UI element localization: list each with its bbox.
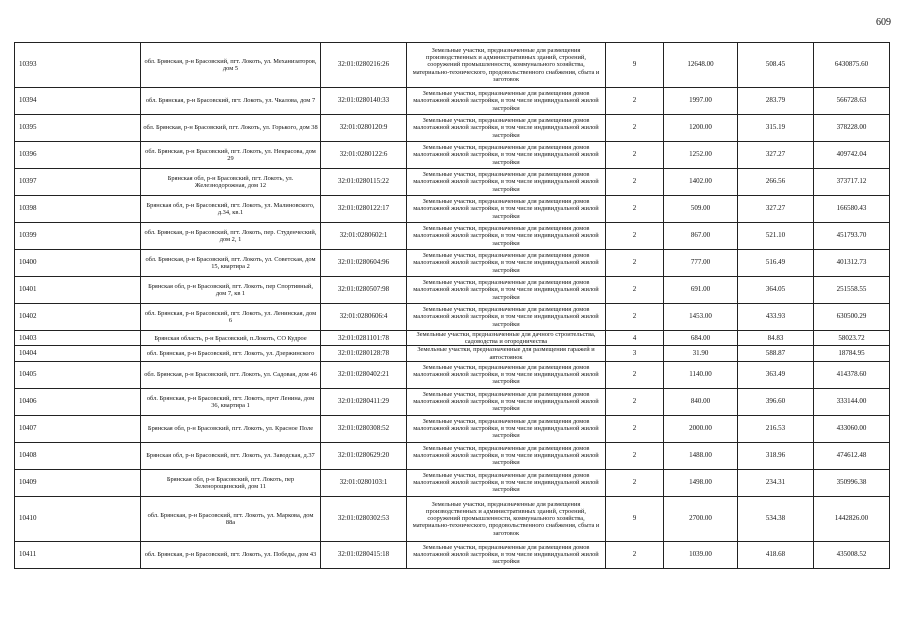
land-use-code-cell: 2	[606, 250, 664, 277]
area-cell: 509.00	[664, 196, 738, 223]
table-row	[15, 196, 890, 223]
land-use-code-cell: 9	[606, 43, 664, 88]
address-cell: обл. Брянская, р-н Брасовский, пгт. Локоть, ул. Чкалова, дом 7	[141, 88, 321, 115]
land-use-type-cell: Земельные участки, предназначенные для размещения домов малоэтажной жилой застройки, в том числе индивидуальной жилой застройки	[407, 304, 606, 331]
address-cell: обл. Брянская, р-н Брасовский, пгт. Локоть, ул. Ленинская, дом 6	[141, 304, 321, 331]
specific-value-cell: 315.19	[738, 115, 814, 142]
cadastral-number-cell: 32:01:0280308:52	[321, 415, 407, 442]
land-use-code-cell: 2	[606, 88, 664, 115]
cadastral-value-cell: 451793.70	[814, 223, 890, 250]
table-row	[15, 442, 890, 469]
table-row	[15, 331, 890, 346]
parcel-number-cell: 10394	[15, 88, 141, 115]
parcel-number-cell: 10397	[15, 169, 141, 196]
specific-value-cell: 318.96	[738, 442, 814, 469]
land-use-code-cell: 2	[606, 142, 664, 169]
table-row	[15, 304, 890, 331]
address-cell: Брянская обл, р-н Брасовский, пгт. Локоть, ул. Заводская, д.37	[141, 442, 321, 469]
parcel-number-cell: 10393	[15, 43, 141, 88]
area-cell: 31.90	[664, 346, 738, 361]
table-row	[15, 43, 890, 88]
land-use-code-cell: 2	[606, 277, 664, 304]
cadastral-number-cell: 32:01:0280103:1	[321, 469, 407, 496]
cadastral-number-cell: 32:01:0280115:22	[321, 169, 407, 196]
land-use-type-cell: Земельные участки, предназначенные для размещения домов малоэтажной жилой застройки, в том числе индивидуальной жилой застройки	[407, 250, 606, 277]
specific-value-cell: 327.27	[738, 142, 814, 169]
specific-value-cell: 234.31	[738, 469, 814, 496]
land-use-code-cell: 2	[606, 469, 664, 496]
address-cell: обл. Брянская, р-н Брасовский, пгт. Локоть, ул. Маркова, дом 88а	[141, 496, 321, 541]
parcel-number-cell: 10396	[15, 142, 141, 169]
land-use-code-cell: 9	[606, 496, 664, 541]
specific-value-cell: 521.10	[738, 223, 814, 250]
cadastral-value-cell: 58023.72	[814, 331, 890, 346]
cadastral-value-cell: 350996.38	[814, 469, 890, 496]
cadastral-number-cell: 32:01:0280411:29	[321, 388, 407, 415]
cadastral-number-cell: 32:01:0280120:9	[321, 115, 407, 142]
table-row	[15, 223, 890, 250]
area-cell: 691.00	[664, 277, 738, 304]
cadastral-value-cell: 435008.52	[814, 541, 890, 568]
cadastral-value-cell: 630500.29	[814, 304, 890, 331]
address-cell: Брянская обл, р-н Брасовский, пгт. Локоть, ул. Железнодорожная, дом 12	[141, 169, 321, 196]
parcel-number-cell: 10405	[15, 361, 141, 388]
land-use-code-cell: 2	[606, 361, 664, 388]
land-use-type-cell: Земельные участки, предназначенные для размещения домов малоэтажной жилой застройки, в том числе индивидуальной жилой застройки	[407, 169, 606, 196]
table-row	[15, 469, 890, 496]
cadastral-value-cell: 378228.00	[814, 115, 890, 142]
specific-value-cell: 418.68	[738, 541, 814, 568]
cadastral-number-cell: 32:01:0280629:20	[321, 442, 407, 469]
parcel-number-cell: 10411	[15, 541, 141, 568]
land-use-code-cell: 2	[606, 196, 664, 223]
table-row	[15, 250, 890, 277]
land-use-code-cell: 2	[606, 115, 664, 142]
address-cell: Брянская обл, р-н Брасовский, пгт. Локоть, ул. Красное Поле	[141, 415, 321, 442]
cadastral-value-cell: 6430875.60	[814, 43, 890, 88]
cadastral-value-cell: 401312.73	[814, 250, 890, 277]
address-cell: обл. Брянская, р-н Брасовский, пгт. Локоть, ул. Механизаторов, дом 5	[141, 43, 321, 88]
parcel-number-cell: 10401	[15, 277, 141, 304]
address-cell: Брянская обл, р-н Брасовский, пгт. Локоть, пер Спортивный, дом 7, кв 1	[141, 277, 321, 304]
table-row	[15, 277, 890, 304]
land-use-type-cell: Земельные участки, предназначенные для размещения домов малоэтажной жилой застройки, в том числе индивидуальной жилой застройки	[407, 361, 606, 388]
table-row	[15, 415, 890, 442]
address-cell: обл. Брянская, р-н Брасовский, пгт. Локоть, ул. Садовая, дом 46	[141, 361, 321, 388]
land-use-code-cell: 2	[606, 541, 664, 568]
page-number: 609	[876, 17, 891, 28]
specific-value-cell: 364.05	[738, 277, 814, 304]
address-cell: обл. Брянская, р-н Брасовский, пгт. Локоть, ул. Победы, дом 43	[141, 541, 321, 568]
area-cell: 684.00	[664, 331, 738, 346]
table-row	[15, 169, 890, 196]
specific-value-cell: 266.56	[738, 169, 814, 196]
land-use-code-cell: 2	[606, 388, 664, 415]
cadastral-value-cell: 333144.00	[814, 388, 890, 415]
address-cell: обл. Брянская, р-н Брасовский, пгт. Локоть, пер. Студенческий, дом 2, 1	[141, 223, 321, 250]
table-row	[15, 346, 890, 361]
cadastral-value-cell: 18784.95	[814, 346, 890, 361]
address-cell: обл. Брянская, р-н Брасовский, пгт. Локоть, ул. Горького, дом 38	[141, 115, 321, 142]
land-use-code-cell: 2	[606, 169, 664, 196]
area-cell: 1039.00	[664, 541, 738, 568]
parcel-number-cell: 10408	[15, 442, 141, 469]
parcel-number-cell: 10403	[15, 331, 141, 346]
specific-value-cell: 327.27	[738, 196, 814, 223]
cadastral-value-cell: 373717.12	[814, 169, 890, 196]
cadastral-value-cell: 409742.04	[814, 142, 890, 169]
land-use-type-cell: Земельные участки, предназначенные для размещения домов малоэтажной жилой застройки, в том числе индивидуальной жилой застройки	[407, 415, 606, 442]
land-use-type-cell: Земельные участки, предназначенные для размещения производственных и административных зданий, строений, сооружений промышленности, коммунального хозяйства, материально-технического, продовольственного снабжения, сбыта и заготовок	[407, 43, 606, 88]
area-cell: 2700.00	[664, 496, 738, 541]
cadastral-number-cell: 32:01:0280128:78	[321, 346, 407, 361]
cadastral-number-cell: 32:01:0281101:78	[321, 331, 407, 346]
parcel-number-cell: 10398	[15, 196, 141, 223]
table-row	[15, 388, 890, 415]
cadastral-value-cell: 251558.55	[814, 277, 890, 304]
parcel-number-cell: 10399	[15, 223, 141, 250]
area-cell: 1453.00	[664, 304, 738, 331]
table-row	[15, 541, 890, 568]
cadastral-number-cell: 32:01:0280415:18	[321, 541, 407, 568]
cadastral-number-cell: 32:01:0280140:33	[321, 88, 407, 115]
parcel-number-cell: 10407	[15, 415, 141, 442]
address-cell: Брянская обл, р-н Брасовский, пгт. Локоть, ул. Малиновского, д.34, кв.1	[141, 196, 321, 223]
area-cell: 1402.00	[664, 169, 738, 196]
cadastral-number-cell: 32:01:0280402:21	[321, 361, 407, 388]
parcel-number-cell: 10409	[15, 469, 141, 496]
area-cell: 840.00	[664, 388, 738, 415]
land-use-type-cell: Земельные участки, предназначенные для размещения домов малоэтажной жилой застройки, в том числе индивидуальной жилой застройки	[407, 541, 606, 568]
land-use-type-cell: Земельные участки, предназначенные для размещения домов малоэтажной жилой застройки, в том числе индивидуальной жилой застройки	[407, 142, 606, 169]
land-use-code-cell: 2	[606, 304, 664, 331]
specific-value-cell: 433.93	[738, 304, 814, 331]
land-use-type-cell: Земельные участки, предназначенные для дачного строительства, садоводства и огородничества	[407, 331, 606, 346]
table-row	[15, 115, 890, 142]
cadastral-value-cell: 1442826.00	[814, 496, 890, 541]
cadastral-value-cell: 566728.63	[814, 88, 890, 115]
area-cell: 867.00	[664, 223, 738, 250]
land-use-code-cell: 2	[606, 223, 664, 250]
parcel-number-cell: 10404	[15, 346, 141, 361]
area-cell: 1488.00	[664, 442, 738, 469]
parcel-number-cell: 10400	[15, 250, 141, 277]
address-cell: обл. Брянская, р-н Брасовский, пгт. Локоть, прчт Ленина, дом 36, квартира 1	[141, 388, 321, 415]
table-row	[15, 142, 890, 169]
land-use-type-cell: Земельные участки, предназначенные для размещения домов малоэтажной жилой застройки, в том числе индивидуальной жилой застройки	[407, 469, 606, 496]
land-use-type-cell: Земельные участки, предназначенные для размещения гаражей и автостоянок	[407, 346, 606, 361]
specific-value-cell: 516.49	[738, 250, 814, 277]
address-cell: обл. Брянская, р-н Брасовский, пгт. Локоть, ул. Дзержинского	[141, 346, 321, 361]
table-body	[15, 43, 890, 569]
table-row	[15, 361, 890, 388]
land-use-code-cell: 2	[606, 415, 664, 442]
address-cell: Брянская обл, р-н Брасовский, пгт. Локоть, пер Зеленорощинский, дом 11	[141, 469, 321, 496]
cadastral-number-cell: 32:01:0280602:1	[321, 223, 407, 250]
cadastral-value-table	[14, 42, 890, 569]
cadastral-number-cell: 32:01:0280122:17	[321, 196, 407, 223]
specific-value-cell: 84.83	[738, 331, 814, 346]
parcel-number-cell: 10395	[15, 115, 141, 142]
land-use-type-cell: Земельные участки, предназначенные для размещения домов малоэтажной жилой застройки, в том числе индивидуальной жилой застройки	[407, 88, 606, 115]
land-use-code-cell: 4	[606, 331, 664, 346]
land-use-type-cell: Земельные участки, предназначенные для размещения домов малоэтажной жилой застройки, в том числе индивидуальной жилой застройки	[407, 196, 606, 223]
specific-value-cell: 283.79	[738, 88, 814, 115]
specific-value-cell: 363.49	[738, 361, 814, 388]
table-row	[15, 88, 890, 115]
cadastral-value-cell: 474612.48	[814, 442, 890, 469]
cadastral-number-cell: 32:01:0280606:4	[321, 304, 407, 331]
parcel-number-cell: 10406	[15, 388, 141, 415]
cadastral-number-cell: 32:01:0280604:96	[321, 250, 407, 277]
cadastral-number-cell: 32:01:0280507:98	[321, 277, 407, 304]
area-cell: 1498.00	[664, 469, 738, 496]
land-use-type-cell: Земельные участки, предназначенные для размещения производственных и административных зданий, строений, сооружений промышленности, коммунального хозяйства, материально-технического, продовольственного снабжения, сбыта и заготовок	[407, 496, 606, 541]
land-use-code-cell: 3	[606, 346, 664, 361]
area-cell: 1997.00	[664, 88, 738, 115]
cadastral-value-cell: 433060.00	[814, 415, 890, 442]
table-row	[15, 496, 890, 541]
address-cell: Брянская область, р-н Брасовский, п.Локоть, СО Кудрое	[141, 331, 321, 346]
cadastral-value-cell: 414378.60	[814, 361, 890, 388]
area-cell: 1140.00	[664, 361, 738, 388]
area-cell: 777.00	[664, 250, 738, 277]
land-use-type-cell: Земельные участки, предназначенные для размещения домов малоэтажной жилой застройки, в том числе индивидуальной жилой застройки	[407, 442, 606, 469]
specific-value-cell: 588.87	[738, 346, 814, 361]
land-use-type-cell: Земельные участки, предназначенные для размещения домов малоэтажной жилой застройки, в том числе индивидуальной жилой застройки	[407, 115, 606, 142]
parcel-number-cell: 10402	[15, 304, 141, 331]
area-cell: 1252.00	[664, 142, 738, 169]
cadastral-number-cell: 32:01:0280122:6	[321, 142, 407, 169]
land-use-type-cell: Земельные участки, предназначенные для размещения домов малоэтажной жилой застройки, в том числе индивидуальной жилой застройки	[407, 388, 606, 415]
parcel-number-cell: 10410	[15, 496, 141, 541]
specific-value-cell: 534.38	[738, 496, 814, 541]
land-use-code-cell: 2	[606, 442, 664, 469]
address-cell: обл. Брянская, р-н Брасовский, пгт. Локоть, ул. Советская, дом 15, квартира 2	[141, 250, 321, 277]
land-use-type-cell: Земельные участки, предназначенные для размещения домов малоэтажной жилой застройки, в том числе индивидуальной жилой застройки	[407, 277, 606, 304]
specific-value-cell: 396.60	[738, 388, 814, 415]
address-cell: обл. Брянская, р-н Брасовский, пгт. Локоть, ул. Некрасова, дом 29	[141, 142, 321, 169]
area-cell: 1200.00	[664, 115, 738, 142]
cadastral-value-cell: 166580.43	[814, 196, 890, 223]
land-use-type-cell: Земельные участки, предназначенные для размещения домов малоэтажной жилой застройки, в том числе индивидуальной жилой застройки	[407, 223, 606, 250]
area-cell: 2000.00	[664, 415, 738, 442]
specific-value-cell: 216.53	[738, 415, 814, 442]
cadastral-number-cell: 32:01:0280216:26	[321, 43, 407, 88]
area-cell: 12648.00	[664, 43, 738, 88]
cadastral-number-cell: 32:01:0280302:53	[321, 496, 407, 541]
specific-value-cell: 508.45	[738, 43, 814, 88]
